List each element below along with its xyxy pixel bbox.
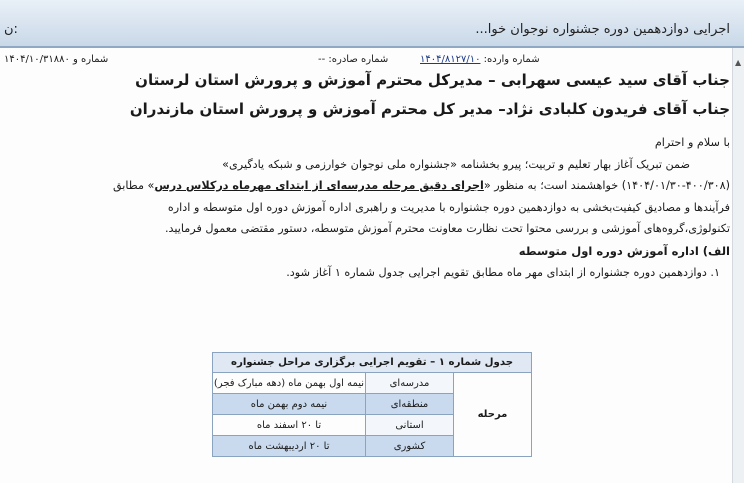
letter-number xyxy=(4,54,108,65)
level-cell: منطقه‌ای xyxy=(366,394,454,415)
paragraph-line: فرآیندها و مصادیق کیفیت‌بخشی به دوازدهمین دوره جشنواره با مدیریت و راهبری اداره آموزش دوره اول متوسطه و اداره xyxy=(167,200,730,214)
incoming-number xyxy=(420,54,540,65)
paragraph-fragment: » مطابق xyxy=(112,179,155,192)
table-caption: جدول شماره ۱ – تقویم اجرایی برگزاری مراحل جشنواره xyxy=(213,353,532,373)
title-bar xyxy=(0,0,744,48)
vertical-scrollbar[interactable] xyxy=(732,48,744,483)
title-bar-left-label: ن: xyxy=(4,22,18,37)
paragraph-line: ضمن تبریک آغاز بهار تعلیم و تربیت؛ پیرو بخشنامه «جشنواره ملی نوجوان خوارزمی و شبکه یادگیری» xyxy=(222,157,690,171)
paragraph-fragment: (۱۴۰۴/۰۱/۳۰-۴۰۰/۳۰۸) خواهشمند است؛ به منظور « xyxy=(483,179,730,192)
level-cell: استانی xyxy=(366,415,454,436)
incoming-number-label: شماره وارده: xyxy=(483,54,540,65)
document-title[interactable]: اجرایی دوازدهمین دوره جشنواره نوجوان خوا... xyxy=(475,22,730,37)
table-row xyxy=(213,373,532,394)
date-cell: نیمه اول بهمن ماه (دهه مبارک فجر) xyxy=(213,373,366,394)
schedule-table xyxy=(212,352,532,457)
issued-number: شماره صادره: -- xyxy=(318,54,389,65)
level-cell: مدرسه‌ای xyxy=(366,373,454,394)
date-cell: تا ۲۰ اسفند ماه xyxy=(213,415,366,436)
recipient-line-1: جناب آقای سید عیسی سهرابی – مدیرکل محترم آموزش و پرورش استان لرستان xyxy=(135,71,730,89)
list-item: ۱. دوازدهمین دوره جشنواره از ابتدای مهر ماه مطابق تقویم اجرایی جدول شماره ۱ آغاز شود. xyxy=(286,265,720,279)
letter-body xyxy=(6,66,730,284)
stage-label: مرحله xyxy=(454,373,532,457)
date-cell: تا ۲۰ اردیبهشت ماه xyxy=(213,436,366,457)
section-heading: الف) اداره آموزش دوره اول متوسطه xyxy=(518,243,730,258)
recipient-line-2: جناب آقای فریدون کلبادی نژاد– مدیر کل محترم آموزش و پرورش استان مازندران xyxy=(129,100,730,118)
letter-number-label: شماره و xyxy=(73,54,109,65)
scroll-up-icon[interactable]: ▲ xyxy=(735,58,742,67)
level-cell: کشوری xyxy=(366,436,454,457)
emphasized-phrase: اجرای دقیق مرحله مدرسه‌ای از ابتدای مهرماه درکلاس درس xyxy=(154,179,484,192)
letter-number-value: ۱۴۰۴/۱۰/۳۱۸۸۰ xyxy=(4,54,70,65)
incoming-number-link[interactable]: ۱۴۰۴/۸۱۲۷/۱۰ xyxy=(420,54,481,65)
greeting: با سلام و احترام xyxy=(654,136,730,149)
paragraph-line: تکنولوژی،گروه‌های آموزشی و بررسی محتوا تحت نظارت معاونت محترم آموزش متوسطه، دستور مقتضی معمول فرمایید. xyxy=(164,222,730,235)
date-cell: نیمه دوم بهمن ماه xyxy=(213,394,366,415)
paragraph-line xyxy=(6,175,730,197)
